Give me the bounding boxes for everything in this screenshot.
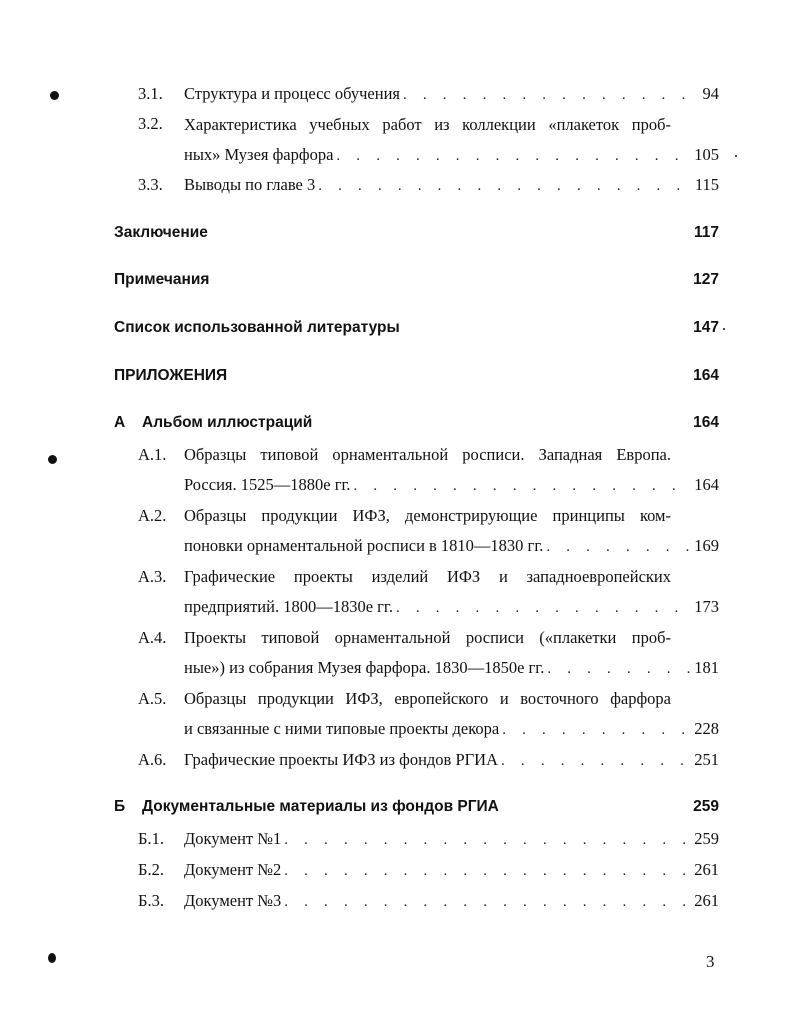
entry-title-line2: и связанные с ними типовые проекты декора [184,719,500,738]
entry-title-line2: ных» Музея фарфора [184,145,334,164]
entry-title-line2: поновки орнаментальной росписи в 1810—1830 гг. [184,536,544,555]
section-title: Список использованной литературы [114,319,400,336]
dot-leader [546,539,691,556]
section-page: 127 [693,271,719,288]
toc-entry-a2 [184,536,719,556]
section-title: Примечания [114,271,210,288]
entry-number: Б.3. [138,891,164,910]
dot-leader [284,832,691,849]
entry-number: А.6. [138,750,167,769]
scan-speck [735,155,737,157]
dot-leader [547,661,691,678]
dot-leader [501,753,691,770]
entry-page: 261 [694,891,719,910]
toc-entry-a6 [138,750,719,770]
entry-page: 115 [694,175,719,194]
entry-number: 3.3. [138,175,163,194]
entry-page: 169 [694,536,719,555]
dot-leader [284,863,691,880]
appendix-page: 164 [693,414,719,431]
page-number: 3 [706,952,715,971]
entry-number: Б.1. [138,829,164,848]
entry-title: Структура и процесс обучения [184,84,400,103]
dot-leader [336,148,691,165]
entry-title-line1: Образцы типовой орнаментальной росписи. Западная Европа. [184,445,671,464]
toc-section-bibliography [114,319,719,337]
entry-number: А.1. [138,445,167,464]
entry-title-line2: предприятий. 1800—1830е гг. [184,597,393,616]
appendix-title: Документальные материалы из фондов РГИА [142,798,499,815]
dot-leader [403,87,700,104]
toc-entry-b2 [138,860,719,880]
entry-page: 181 [694,658,719,677]
toc-appendix-a [114,414,719,432]
appendix-title: Альбом иллюстраций [142,414,313,431]
appendix-letter: Б [114,798,126,815]
entry-page: 251 [694,750,719,769]
dot-leader [502,722,691,739]
toc-section-notes [114,271,719,289]
entry-page: 173 [694,597,719,616]
toc-entry-b1 [138,829,719,849]
entry-title-line1: Образцы продукции ИФЗ, европейского и восточного фарфора [184,689,671,708]
dot-leader [354,478,692,495]
toc-entry-a1 [184,475,719,495]
entry-number: А.5. [138,689,167,708]
section-title: ПРИЛОЖЕНИЯ [114,367,228,384]
dot-leader [318,178,692,195]
entry-title-line1: Проекты типовой орнаментальной росписи («плакетки проб- [184,628,671,647]
toc-entry-a3 [184,597,719,617]
entry-title: Документ №2 [184,860,282,879]
toc-entry-a4 [184,658,719,678]
toc-section-conclusion [114,224,719,242]
entry-title-line2: Россия. 1525—1880е гг. [184,475,351,494]
toc-entry-b3 [138,891,719,911]
toc-entry-3-2-line1: Характеристика учебных работ из коллекции «плакеток проб- [184,115,671,134]
entry-number: 3.2. [138,114,163,133]
entry-title-line2: ные») из собрания Музея фарфора. 1830—1850е гг. [184,658,545,677]
entry-title: Выводы по главе 3 [184,175,316,194]
entry-number: 3.1. [138,84,163,103]
entry-page: 261 [694,860,719,879]
scan-speck [48,953,56,963]
scan-speck [50,91,59,100]
toc-appendix-b [114,798,719,816]
entry-page: 94 [702,84,719,103]
entry-number: А.4. [138,628,167,647]
entry-number: Б.2. [138,860,164,879]
entry-number: А.2. [138,506,167,525]
section-page: 147 [693,319,719,336]
entry-page: 164 [694,475,719,494]
scan-speck [723,328,725,330]
entry-title-line1: Графические проекты изделий ИФЗ и западноевропейских [184,567,671,586]
toc-entry-3-1 [138,84,719,104]
entry-title: Документ №1 [184,829,282,848]
section-page: 117 [693,224,719,241]
appendix-letter: А [114,414,126,431]
entry-page: 228 [694,719,719,738]
toc-entry-3-3 [138,175,719,195]
entry-number: А.3. [138,567,167,586]
entry-title-line1: Образцы продукции ИФЗ, демонстрирующие принципы ком- [184,506,671,525]
toc-section-appendices [114,367,719,385]
entry-title: Графические проекты ИФЗ из фондов РГИА [184,750,499,769]
dot-leader [396,600,691,617]
entry-title: Документ №3 [184,891,282,910]
section-title: Заключение [114,224,208,241]
section-page: 164 [693,367,719,384]
entry-page: 105 [694,145,719,164]
dot-leader [284,894,691,911]
entry-page: 259 [694,829,719,848]
toc-entry-a5 [184,719,719,739]
appendix-page: 259 [693,798,719,815]
scan-speck [48,455,57,464]
